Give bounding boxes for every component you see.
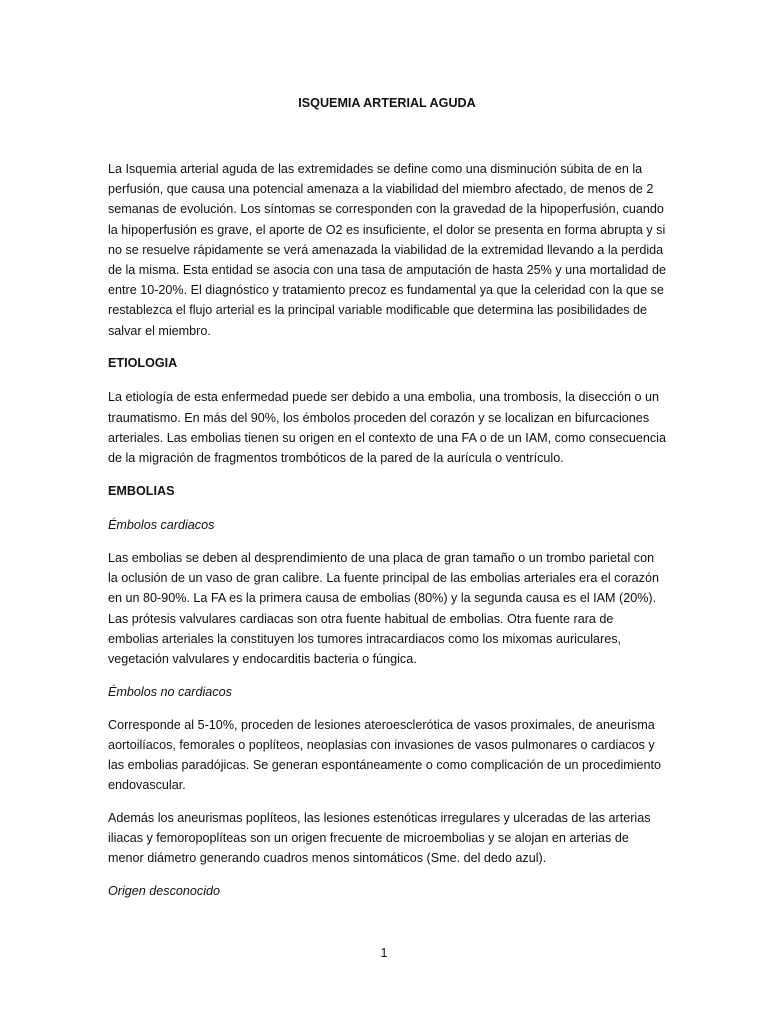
- intro-paragraph: La Isquemia arterial aguda de las extremidades se define como una disminución súbita de en la perfusión, que causa una potencial amenaza a la viabilidad del miembro afectado, de menos de 2 semanas de evolución. Los síntomas se corresponden con la gravedad de la hipoperfusión, cuando la hipoperfusión es grave, el aporte de O2 es insuficiente, el dolor se presenta en forma abrupta y si no se resuelve rápidamente se verá amenazada la viabilidad de la extremidad llevando a la perdida de la misma. Esta entidad se asocia con una tasa de amputación de hasta 25% y una mortalidad de entre 10-20%. El diagnóstico y tratamiento precoz es fundamental ya que la celeridad con la que se restablezca el flujo arterial es la principal variable modificable que determina las posibilidades de salvar el miembro.: [108, 162, 666, 338]
- subheading-origen-desconocido: Origen desconocido: [108, 884, 221, 899]
- embolos-cardiacos-paragraph: Las embolias se deben al desprendimiento de una placa de gran tamaño o un trombo parietal con la oclusión de un vaso de gran calibre. La fuente principal de las embolias arteriales era el corazón en un 80-90%. La FA es la primera causa de embolias (80%) y la segunda causa es el IAM (20%). Las prótesis valvulares cardiacas son otra fuente habitual de embolias. Otra fuente rara de embolias arteriales la constituyen los tumores intracardiacos como los mixomas auriculares, vegetación valvulares y endocarditis bacteria o fúngica.: [108, 551, 659, 667]
- subheading-embolos-cardiacos: Émbolos cardiacos: [108, 517, 215, 532]
- section-heading-embolias: EMBOLIAS: [108, 483, 175, 498]
- subheading-embolos-no-cardiacos: Émbolos no cardiacos: [108, 684, 232, 699]
- page-title: ISQUEMIA ARTERIAL AGUDA: [298, 96, 476, 110]
- page-number: 1: [380, 946, 388, 960]
- etiologia-paragraph: La etiología de esta enfermedad puede ser debido a una embolia, una trombosis, la disección o un traumatismo. En más del 90%, los émbolos proceden del corazón y se localizan en bifurcaciones arteriales. Las embolias tienen su origen en el contexto de una FA o de un IAM, como consecuencia de la migración de fragmentos trombóticos de la pared de la aurícula o ventrículo.: [108, 390, 666, 466]
- embolos-no-cardiacos-paragraph-1: Corresponde al 5-10%, proceden de lesiones ateroesclerótica de vasos proximales, de aneurisma aortoilíacos, femorales o poplíteos, neoplasias con invasiones de vasos pulmonares o cardiacos y las embolias paradójicas. Se generan espontáneamente o como complicación de un procedimiento endovascular.: [108, 717, 662, 793]
- embolos-no-cardiacos-paragraph-2: Además los aneurismas poplíteos, las lesiones estenóticas irregulares y ulceradas de las arterias iliacas y femoropoplíteas son un origen frecuente de microembolias y se alojan en arterias de menor diámetro generando cuadros menos sintomáticos (Sme. del dedo azul).: [108, 811, 651, 866]
- section-heading-etiologia: ETIOLOGIA: [108, 356, 178, 371]
